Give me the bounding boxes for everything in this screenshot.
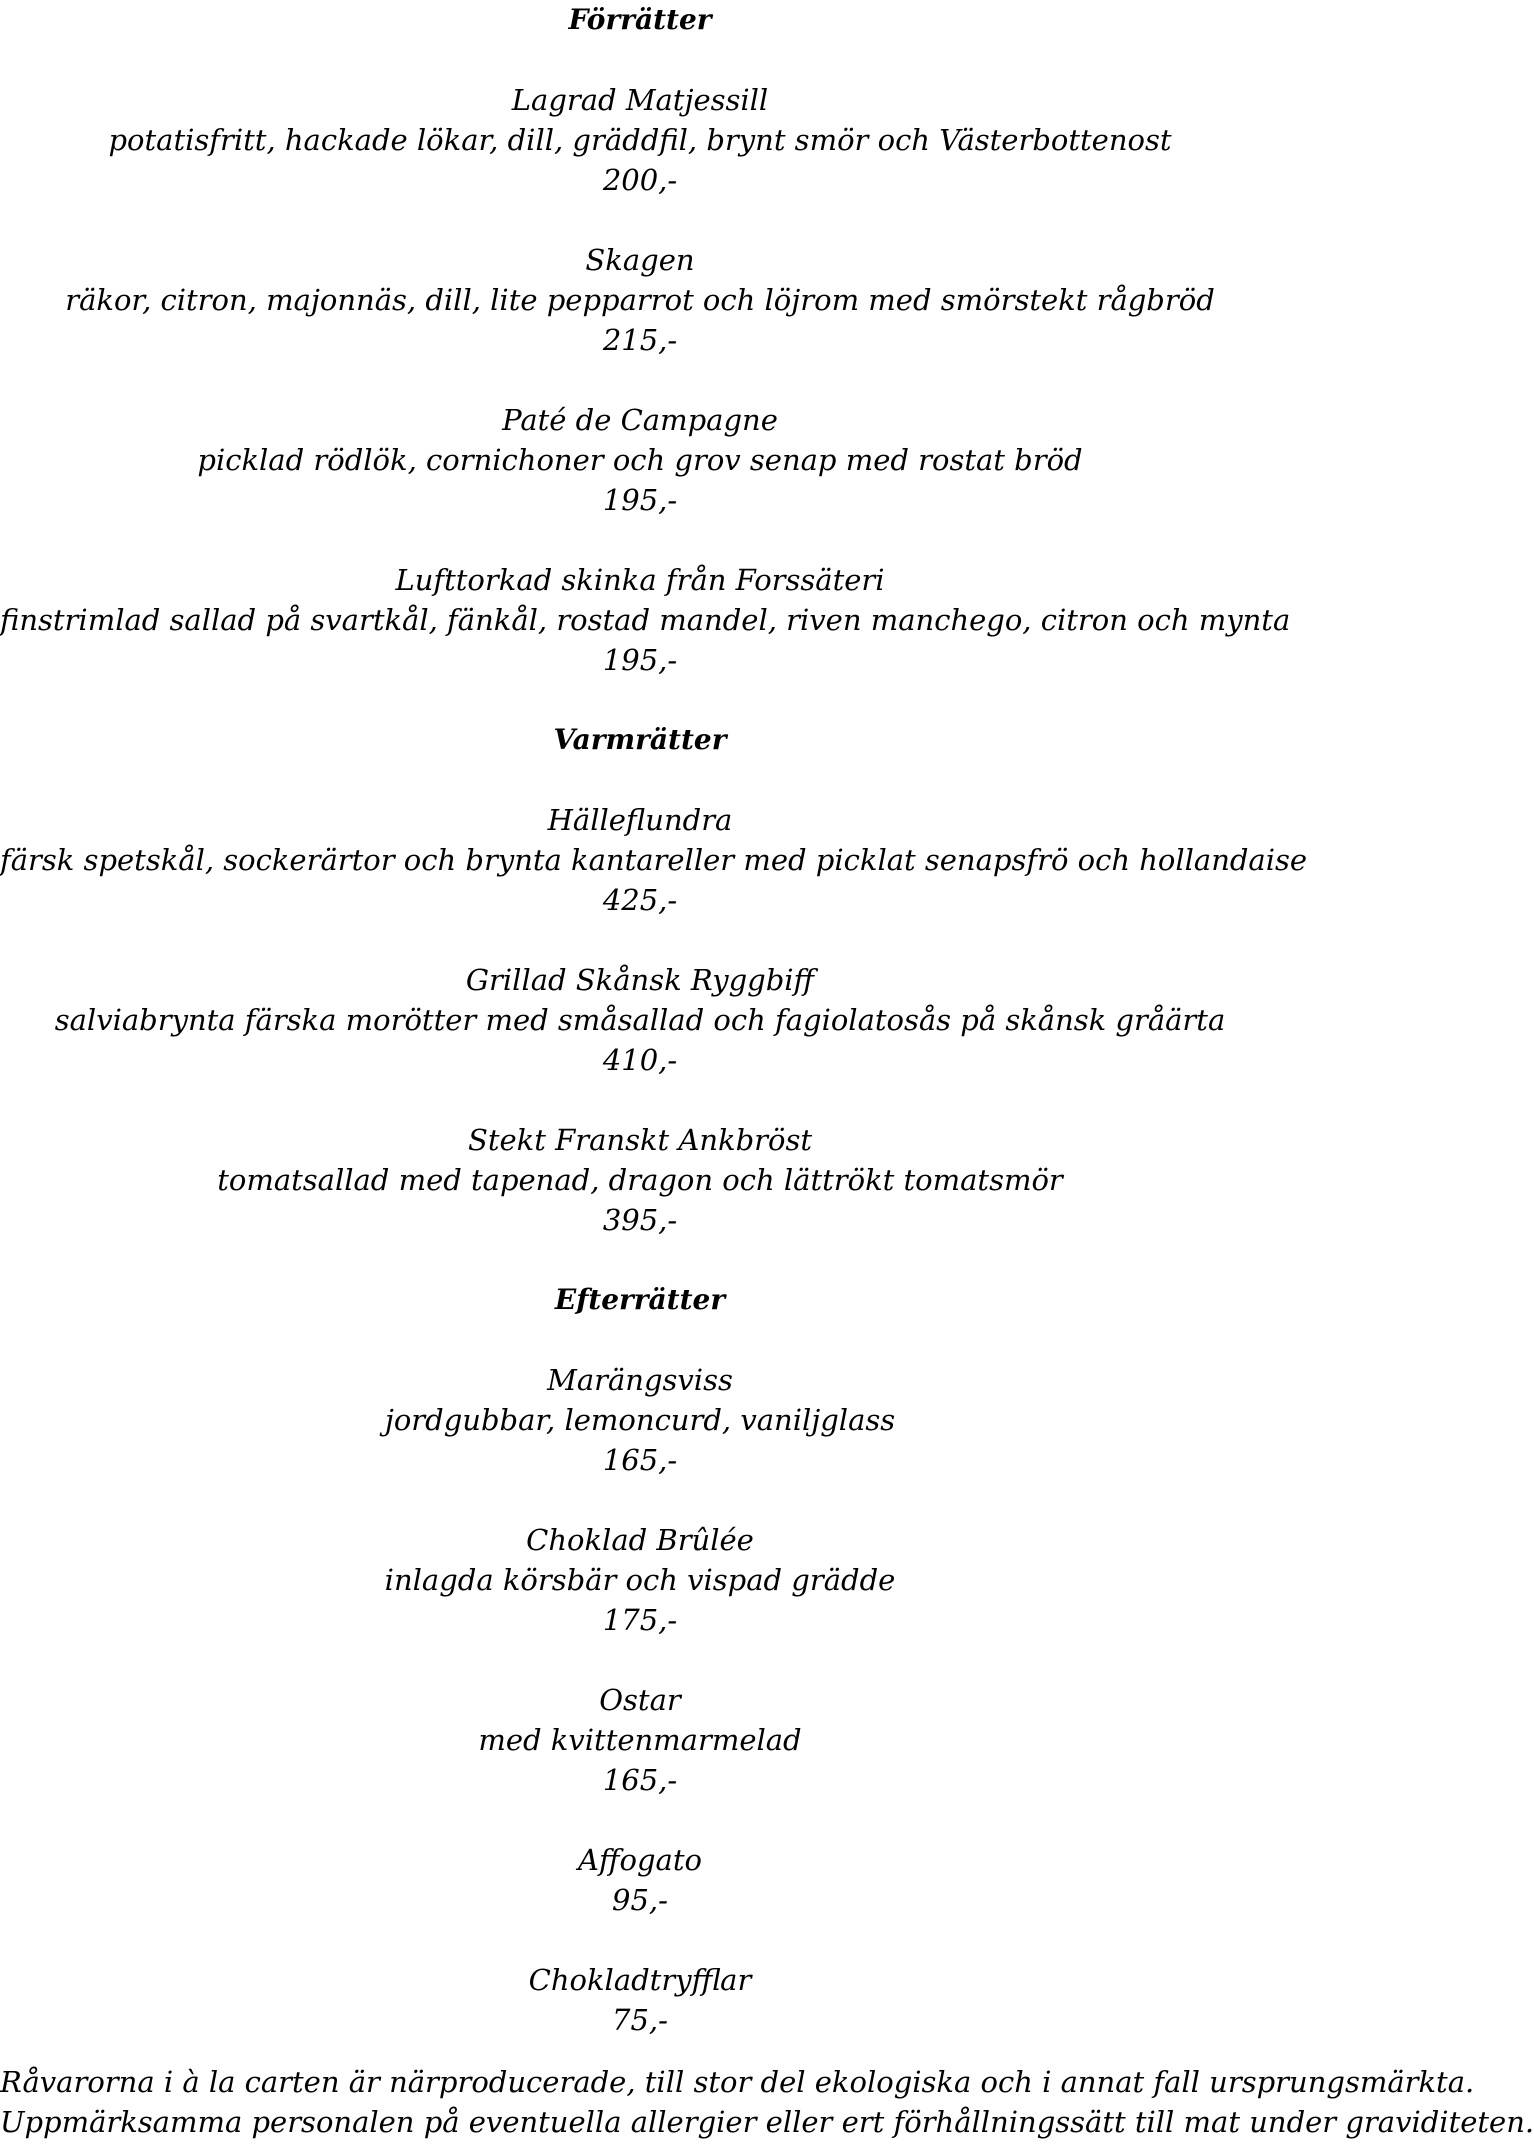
dish-price: 395,- <box>602 1203 678 1237</box>
dish-name: Chokladtryfflar <box>528 1963 752 1997</box>
section-efterratter <box>0 1280 1280 2040</box>
footer-note <box>0 2062 1534 2142</box>
dish-price: 410,- <box>602 1043 678 1077</box>
menu-item <box>0 960 1280 1080</box>
section-title: Varmrätter <box>553 723 727 756</box>
dish-price: 200,- <box>602 163 678 197</box>
dish-description: finstrimlad sallad på svartkål, fänkål, rostad mandel, riven manchego, citron och mynta <box>0 603 1291 637</box>
dish-description: tomatsallad med tapenad, dragon och lättrökt tomatsmör <box>217 1163 1063 1197</box>
dish-description: potatisfritt, hackade lökar, dill, gräddfil, brynt smör och Västerbottenost <box>108 123 1172 157</box>
dish-description: med kvittenmarmelad <box>478 1723 802 1757</box>
dish-name: Marängsviss <box>547 1363 733 1397</box>
dish-name: Lufttorkad skinka från Forssäteri <box>395 563 885 597</box>
dish-price: 215,- <box>602 323 678 357</box>
menu-item <box>0 80 1280 200</box>
dish-name: Affogato <box>578 1843 702 1877</box>
footer-line: Uppmärksamma personalen på eventuella allergier eller ert förhållningssätt till mat under graviditeten. <box>0 2105 1534 2139</box>
menu-item <box>0 1360 1280 1480</box>
menu-item <box>0 400 1280 520</box>
dish-description: räkor, citron, majonnäs, dill, lite pepparrot och löjrom med smörstekt rågbröd <box>65 283 1215 317</box>
section-title: Förrätter <box>568 3 712 36</box>
dish-name: Choklad Brûlée <box>526 1523 754 1557</box>
menu-item <box>0 1520 1280 1640</box>
dish-description: salviabrynta färska morötter med småsallad och fagiolatosås på skånsk gråärta <box>54 1003 1226 1037</box>
menu-item <box>0 1120 1280 1240</box>
dish-price: 165,- <box>602 1443 678 1477</box>
section-varmratter <box>0 720 1308 1240</box>
dish-name: Grillad Skånsk Ryggbiff <box>465 963 815 997</box>
dish-price: 175,- <box>602 1603 678 1637</box>
menu-item <box>0 800 1308 920</box>
dish-price: 95,- <box>612 1883 668 1917</box>
menu-item <box>0 560 1291 680</box>
dish-name: Skagen <box>585 243 695 277</box>
dish-price: 195,- <box>602 643 678 677</box>
menu-item <box>0 1960 1280 2040</box>
section-title: Efterrätter <box>554 1283 726 1316</box>
dish-name: Paté de Campagne <box>502 403 778 437</box>
dish-description: inlagda körsbär och vispad grädde <box>384 1563 896 1597</box>
dish-price: 195,- <box>602 483 678 517</box>
dish-price: 425,- <box>602 883 678 917</box>
footer-line: Råvarorna i à la carten är närproducerade, till stor del ekologiska och i annat fall ursprungsmärkta. <box>0 2065 1475 2099</box>
menu-item <box>0 1840 1280 1920</box>
dish-description: picklad rödlök, cornichoner och grov senap med rostat bröd <box>197 443 1083 477</box>
dish-price: 75,- <box>612 2003 668 2037</box>
dish-price: 165,- <box>602 1763 678 1797</box>
dish-name: Ostar <box>599 1683 681 1717</box>
section-forratter <box>0 0 1291 680</box>
menu-item <box>0 1680 1280 1800</box>
menu-item <box>0 240 1280 360</box>
dish-name: Stekt Franskt Ankbröst <box>467 1123 813 1157</box>
dish-name: Hälleflundra <box>547 803 733 837</box>
dish-description: jordgubbar, lemoncurd, vaniljglass <box>384 1403 896 1437</box>
dish-description: färsk spetskål, sockerärtor och brynta kantareller med picklat senapsfrö och hollandaise <box>0 843 1308 877</box>
dish-name: Lagrad Matjessill <box>511 83 769 117</box>
